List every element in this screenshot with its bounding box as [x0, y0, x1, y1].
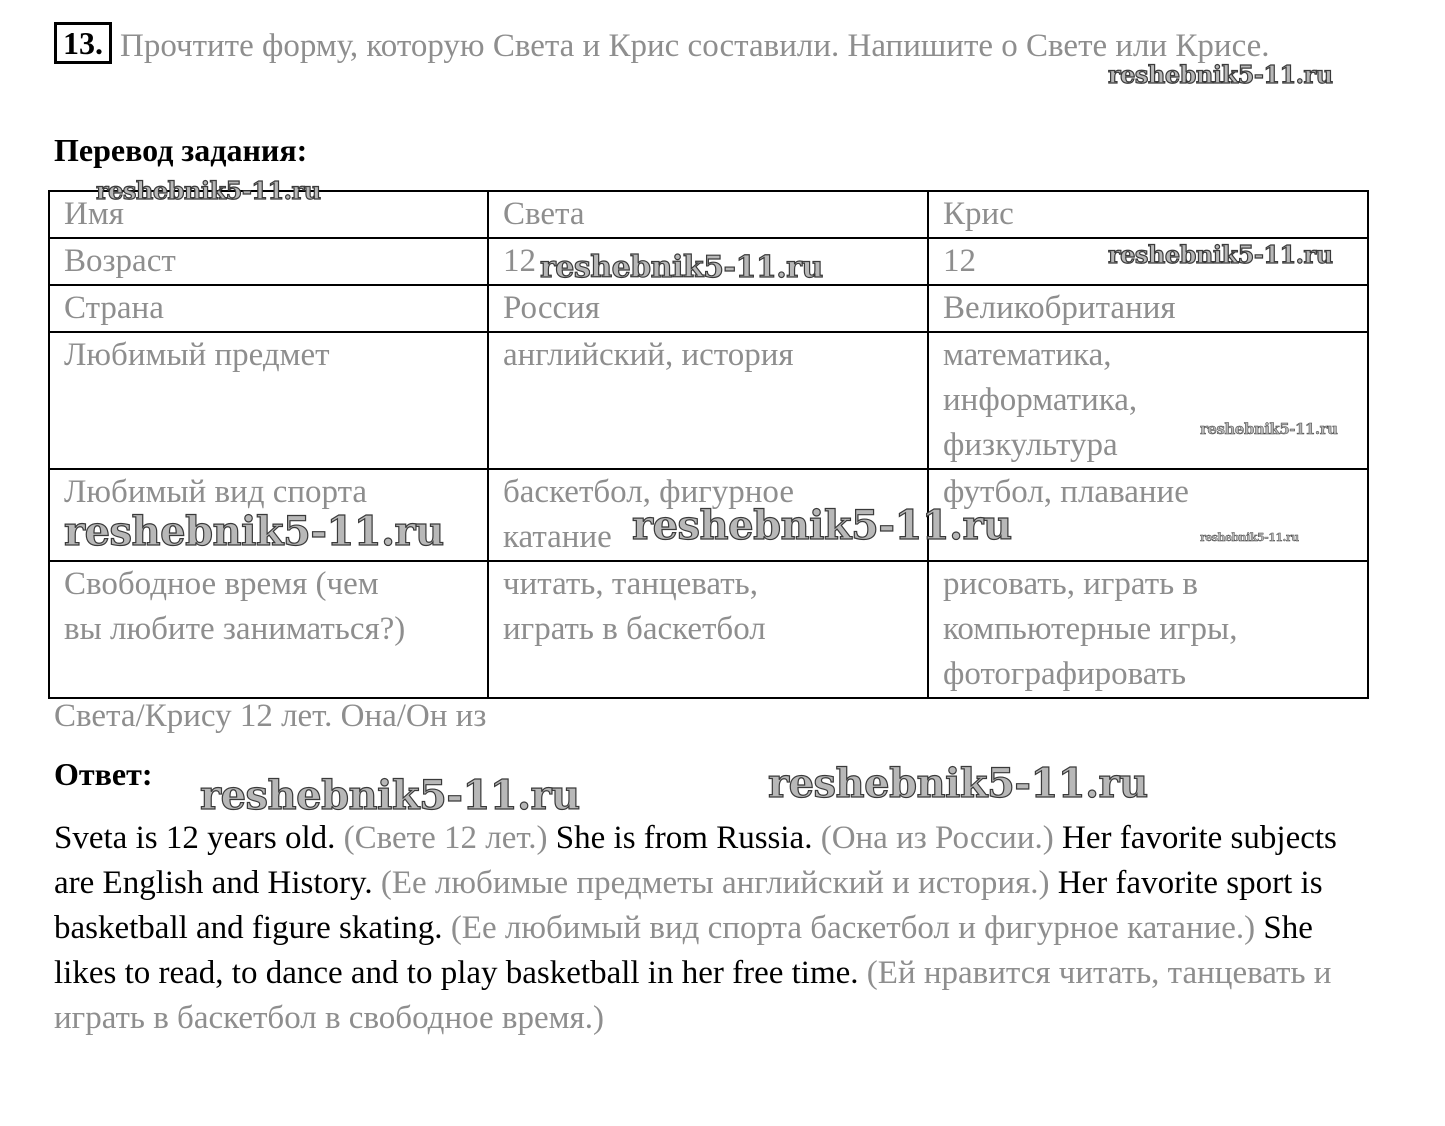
table-row — [49, 285, 1368, 332]
table-cell: 12 — [928, 238, 1368, 285]
table-cell: математика, информатика, физкультура — [928, 332, 1368, 469]
table-cell: баскетбол, фигурное катание — [488, 469, 928, 561]
table-cell: 12 — [488, 238, 928, 285]
watermark: reshebnik5-11.ru — [96, 176, 321, 205]
table-cell: футбол, плавание — [928, 469, 1368, 561]
answer-sentence-en: Her favorite subjects are English and History. — [54, 820, 1337, 901]
answer-sentence-en: Sveta is 12 years old. — [54, 820, 336, 856]
table-cell: Великобритания — [928, 285, 1368, 332]
answer-sentence-en: She is from Russia. — [555, 820, 813, 856]
table-cell: Любимый предмет — [49, 332, 488, 469]
translation-heading: Перевод задания: — [54, 132, 308, 168]
watermark: reshebnik5-11.ru — [768, 760, 1148, 807]
answer-sentence-ru: (Свете 12 лет.) — [343, 820, 548, 856]
answer-sentence-en: Her favorite sport is basketball and figure skating. — [54, 865, 1323, 946]
watermark: reshebnik5-11.ru — [540, 250, 823, 285]
table-cell: Россия — [488, 285, 928, 332]
watermark: reshebnik5-11.ru — [1200, 531, 1299, 544]
watermark: reshebnik5-11.ru — [200, 772, 580, 819]
table-cell: Свободное время (чем вы любите заниматься?) — [49, 561, 488, 698]
answer-sentence-ru: (Ее любимые предметы английский и история.) — [380, 865, 1050, 901]
table-row — [49, 561, 1368, 698]
table-cell: Света — [488, 191, 928, 238]
table-cell: английский, история — [488, 332, 928, 469]
table-cell: Страна — [49, 285, 488, 332]
answer-sentence-en: She likes to read, to dance and to play basketball in her free time. — [54, 910, 1313, 991]
table-row — [49, 332, 1368, 469]
watermark: reshebnik5-11.ru — [1108, 60, 1333, 89]
answer-sentence-ru: (Ей нравится читать, танцевать и играть в баскетбол в свободное время.) — [54, 955, 1332, 1036]
answer-sentence-ru: (Ее любимый вид спорта баскетбол и фигурное катание.) — [450, 910, 1256, 946]
table-cell: Крис — [928, 191, 1368, 238]
table-cell: Имя — [49, 191, 488, 238]
watermark: reshebnik5-11.ru — [1108, 240, 1333, 269]
table-cell: Любимый вид спорта — [49, 469, 488, 561]
answer-sentence-ru: (Она из России.) — [820, 820, 1054, 856]
watermark: reshebnik5-11.ru — [1200, 420, 1338, 438]
watermark: reshebnik5-11.ru — [632, 502, 1012, 549]
task-text: Прочтите форму, которую Света и Крис составили. Напишите о Свете или Крисе. — [120, 28, 1270, 64]
table-cell: рисовать, играть в компьютерные игры, фотографировать — [928, 561, 1368, 698]
template-sentence: Света/Крису 12 лет. Она/Он из — [54, 698, 487, 734]
answer-text — [54, 816, 1374, 1041]
answer-heading: Ответ: — [54, 756, 153, 792]
table-cell: читать, танцевать, играть в баскетбол — [488, 561, 928, 698]
task-number: 13. — [54, 22, 112, 64]
watermark: reshebnik5-11.ru — [64, 508, 444, 555]
table-cell: Возраст — [49, 238, 488, 285]
